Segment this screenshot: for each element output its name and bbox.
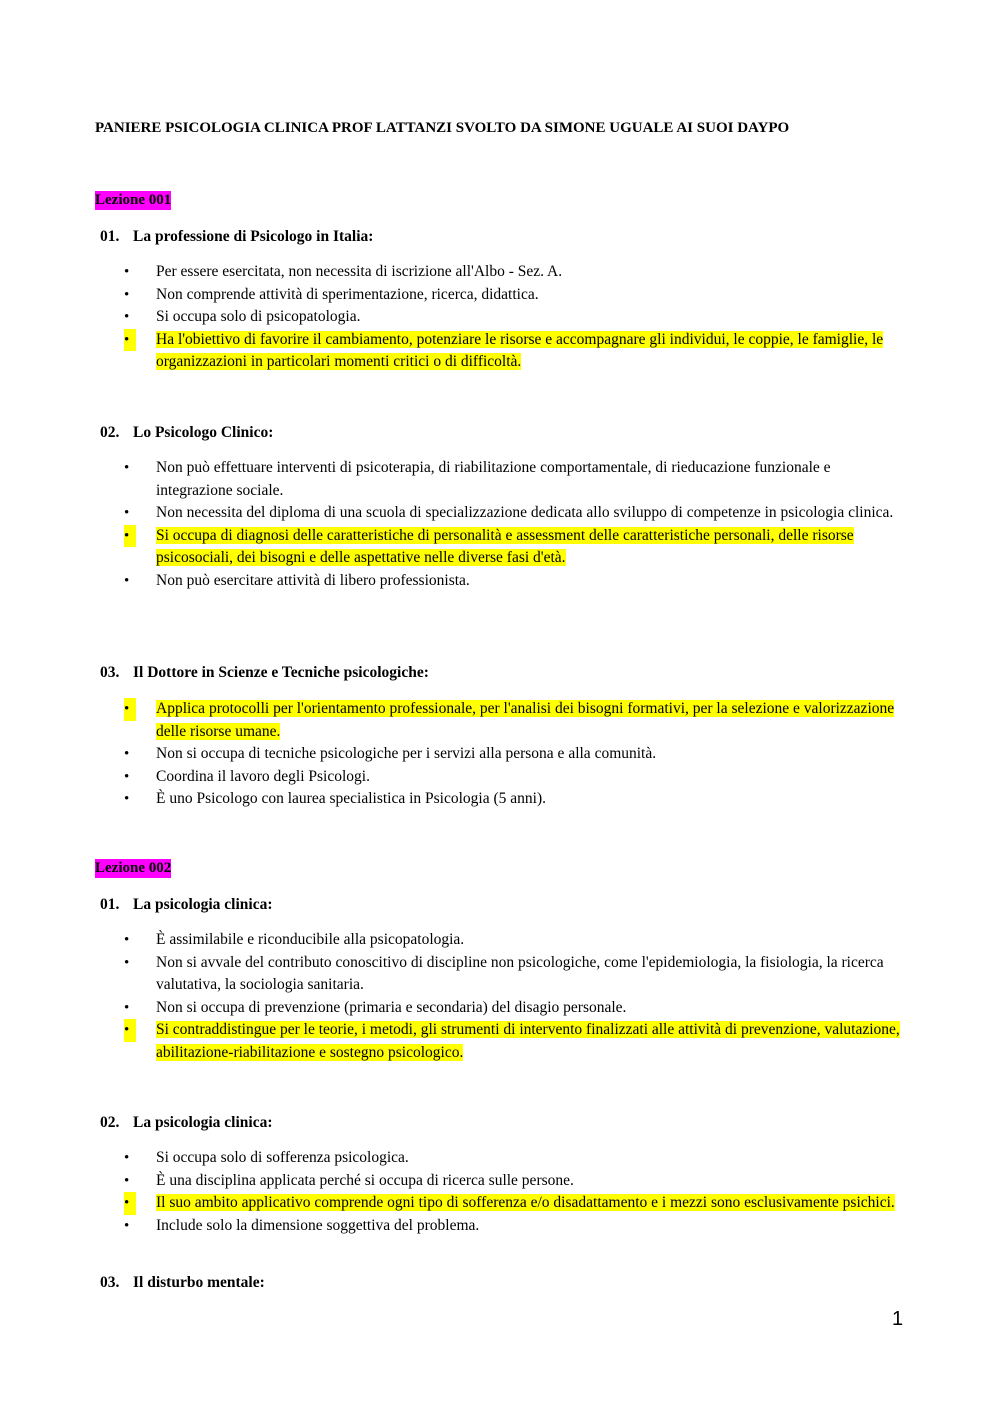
answer-text-highlighted: Si occupa di diagnosi delle caratteristiche di personalità e assessment delle caratteristiche personali, delle risorse psicosociali, dei bisogni e delle aspettative nelle diverse fasi d'età.: [156, 526, 854, 566]
bullet-icon: •: [124, 932, 130, 948]
answer-text: Non può esercitare attività di libero professionista.: [156, 571, 470, 589]
answer-text: Non si avvale del contributo conoscitivo di discipline non psicologiche, come l'epidemiologia, la fisiologia, la ricerca valutativa, la sociologia sanitaria.: [156, 953, 884, 993]
document-title: PANIERE PSICOLOGIA CLINICA PROF LATTANZI SVOLTO DA SIMONE UGUALE AI SUOI DAYPO: [95, 120, 790, 136]
question-heading: [100, 1112, 273, 1134]
bullet-icon: •: [124, 1150, 130, 1166]
question-heading: [100, 422, 273, 444]
question-number: 02.: [100, 1114, 120, 1131]
answer-item: [0, 570, 1000, 593]
answer-text: Include solo la dimensione soggettiva del problema.: [156, 1216, 480, 1234]
answer-text: Non necessita del diploma di una scuola di specializzazione dedicata allo sviluppo di competenze in psicologia clinica.: [156, 504, 894, 521]
bullet-icon: •: [124, 505, 130, 521]
question-number: 03.: [100, 1274, 120, 1291]
answer-text: È assimilabile e riconducibile alla psicopatologia.: [156, 931, 465, 948]
question-text: La professione di Psicologo in Italia:: [133, 228, 374, 245]
answer-text: Non comprende attività di sperimentazione, ricerca, didattica.: [156, 285, 539, 303]
bullet-icon: •: [124, 264, 130, 280]
answer-text: È una disciplina applicata perché si occupa di ricerca sulle persone.: [156, 1171, 574, 1189]
question-text: La psicologia clinica:: [133, 1114, 273, 1131]
answer-list: [0, 457, 1000, 592]
bullet-icon: •: [124, 1019, 136, 1042]
lesson-label: Lezione 002: [95, 860, 172, 876]
answer-text: Non si occupa di prevenzione (primaria e secondaria) del disagio personale.: [156, 998, 627, 1016]
answer-text: Coordina il lavoro degli Psicologi.: [156, 767, 370, 785]
question-heading: [100, 894, 273, 916]
answer-item: [0, 788, 1000, 811]
answer-text: Non può effettuare interventi di psicoterapia, di riabilitazione comportamentale, di rieducazione funzionale e integrazione sociale.: [156, 459, 831, 499]
question-number: 03.: [100, 664, 120, 681]
answer-text-highlighted: Si contraddistingue per le teorie, i metodi, gli strumenti di intervento finalizzati alle attività di prevenzione, valutazione, abilitazione-riabilitazione e sostegno psicologico.: [156, 1021, 900, 1061]
answer-item: [0, 1170, 1000, 1193]
bullet-icon: •: [124, 954, 130, 971]
answer-text: Per essere esercitata, non necessita di iscrizione all'Albo - Sez. A.: [156, 263, 563, 280]
answer-item-correct: [0, 1192, 1000, 1215]
question-number: 01.: [100, 896, 120, 913]
answer-item: [0, 1215, 1000, 1238]
answer-item: [0, 261, 1000, 284]
bullet-icon: •: [124, 525, 136, 548]
answer-item: [0, 284, 1000, 307]
answer-item-correct: [0, 525, 1000, 570]
answer-list: [0, 929, 1000, 1064]
bullet-icon: •: [124, 329, 136, 352]
answer-list: [0, 261, 1000, 374]
bullet-icon: •: [124, 999, 130, 1016]
question-text: La psicologia clinica:: [133, 896, 273, 913]
question-heading: [100, 1272, 265, 1294]
answer-text-highlighted: Ha l'obiettivo di favorire il cambiamento, potenziare le risorse e accompagnare gli individui, le coppie, le famiglie, le organizzazioni in particolari momenti critici o di difficoltà.: [156, 330, 884, 370]
answer-item: [0, 306, 1000, 329]
question-text: Il disturbo mentale:: [133, 1274, 265, 1291]
bullet-icon: •: [124, 286, 130, 303]
answer-text: Non si occupa di tecniche psicologiche per i servizi alla persona e alla comunità.: [156, 745, 657, 762]
bullet-icon: •: [124, 572, 130, 589]
answer-item-correct: [0, 1019, 1000, 1064]
bullet-icon: •: [124, 791, 130, 807]
answer-item: [0, 929, 1000, 952]
question-heading: [100, 662, 429, 684]
bullet-icon: •: [124, 309, 130, 325]
answer-list: [0, 1147, 1000, 1237]
answer-item: [0, 1147, 1000, 1170]
question-text: Il Dottore in Scienze e Tecniche psicologiche:: [133, 664, 429, 681]
bullet-icon: •: [124, 1192, 136, 1215]
page-number: 1: [892, 1308, 904, 1330]
answer-text: È uno Psicologo con laurea specialistica in Psicologia (5 anni).: [156, 790, 546, 807]
answer-text: Si occupa solo di psicopatologia.: [156, 308, 361, 325]
answer-item: [0, 457, 1000, 502]
question-text: Lo Psicologo Clinico:: [133, 424, 274, 441]
answer-list: [0, 698, 1000, 811]
bullet-icon: •: [124, 460, 130, 476]
answer-text-highlighted: Applica protocolli per l'orientamento professionale, per l'analisi dei bisogni formativi, per la selezione e valorizzazione delle risorse umane.: [156, 700, 895, 740]
answer-text-highlighted: Il suo ambito applicativo comprende ogni tipo di sofferenza e/o disadattamento e i mezzi sono esclusivamente psichici.: [156, 1194, 895, 1211]
bullet-icon: •: [124, 698, 136, 721]
bullet-icon: •: [124, 1217, 130, 1234]
question-heading: [100, 226, 373, 248]
bullet-icon: •: [124, 768, 130, 785]
answer-item: [0, 743, 1000, 766]
answer-item: [0, 952, 1000, 997]
bullet-icon: •: [124, 1172, 130, 1189]
question-number: 02.: [100, 424, 120, 441]
lesson-label: Lezione 001: [95, 192, 172, 208]
bullet-icon: •: [124, 746, 130, 762]
answer-item: [0, 502, 1000, 525]
answer-item-correct: [0, 329, 1000, 374]
question-number: 01.: [100, 228, 120, 245]
answer-item: [0, 997, 1000, 1020]
answer-text: Si occupa solo di sofferenza psicologica.: [156, 1149, 409, 1166]
answer-item-correct: [0, 698, 1000, 743]
answer-item: [0, 766, 1000, 789]
